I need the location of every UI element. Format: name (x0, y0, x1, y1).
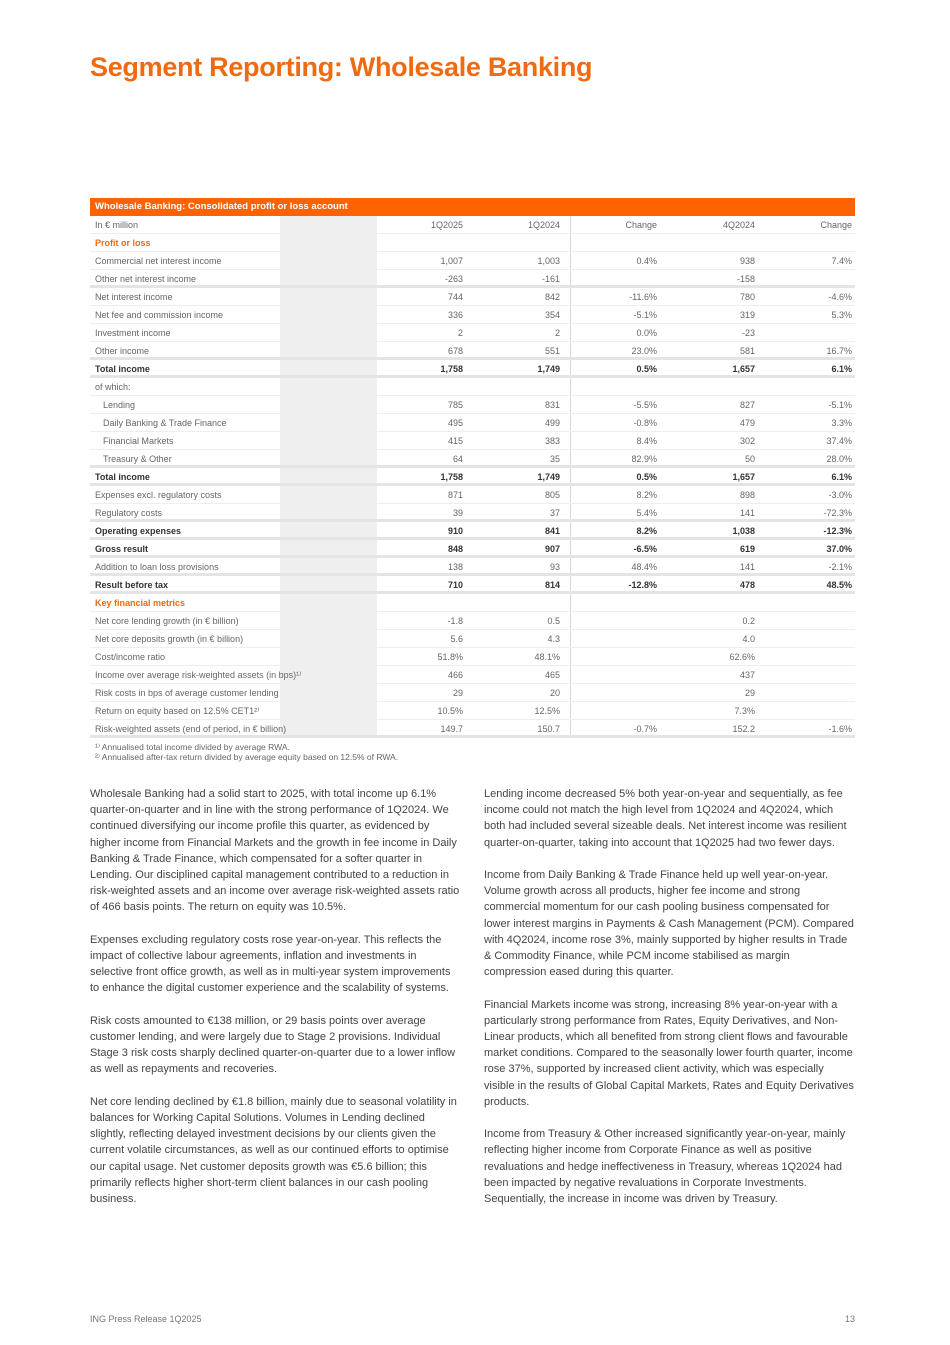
table-row (90, 522, 855, 540)
cell-value: -6.5% (633, 544, 657, 554)
cell-value: 907 (544, 544, 560, 554)
table-row (90, 684, 855, 702)
cell-value: 37 (549, 508, 560, 518)
cell-value: 4.0 (742, 634, 755, 644)
footnote: ¹⁾ Annualised total income divided by average RWA. (95, 742, 290, 752)
cell-value: -0.7% (633, 724, 657, 734)
page-title: Segment Reporting: Wholesale Banking (90, 52, 593, 82)
cell-value: 3.3% (831, 418, 852, 428)
cell-value: 50 (744, 454, 755, 464)
cell-value: 898 (739, 490, 755, 500)
table-row (90, 702, 855, 720)
cell-value: -12.8% (628, 580, 657, 590)
cell-value: 827 (739, 400, 755, 410)
cell-value: 0.0% (636, 328, 657, 338)
cell-value: 302 (739, 436, 755, 446)
cell-value: 0.2 (742, 616, 755, 626)
cell-value: 1,758 (440, 364, 463, 374)
cell-value: 37.4% (826, 436, 852, 446)
cell-value: 141 (739, 508, 755, 518)
cell-value: 319 (739, 310, 755, 320)
cell-value: 710 (447, 580, 463, 590)
cell-value: 495 (447, 418, 463, 428)
cell-value: 48.5% (826, 580, 852, 590)
cell-value: -2.1% (828, 562, 852, 572)
paragraph: Net core lending declined by €1.8 billion, mainly due to seasonal volatility in balances for Working Capital Solutions. Volumes in Lending declined slightly, reflecting delayed investment decisions by our clients given the current volatile circumstances, as well as our continued efforts to optimise our capital usage. Net customer deposits growth was €5.6 billion; this primarily reflects higher short-term client balances in our cash pooling business. (90, 1095, 457, 1206)
row-label: Commercial net interest income (95, 256, 222, 266)
cell-value: 0.4% (636, 256, 657, 266)
section-header-row (90, 594, 855, 612)
cell-value: 0.5% (636, 472, 657, 482)
cell-value: 499 (544, 418, 560, 428)
cell-value: -161 (541, 274, 560, 284)
cell-value: 39 (452, 508, 463, 518)
row-label: Net core deposits growth (in € billion) (95, 634, 244, 644)
row-label: Total income (95, 472, 150, 482)
table-row (90, 270, 855, 288)
row-label: Cost/income ratio (95, 652, 166, 662)
cell-value: 48.1% (534, 652, 560, 662)
table-row (90, 450, 855, 468)
cell-value: 1,038 (732, 526, 755, 536)
row-label: Result before tax (95, 580, 169, 590)
row-label: Treasury & Other (103, 454, 172, 464)
table-row (90, 612, 855, 630)
cell-value: 152.2 (732, 724, 755, 734)
table-row (90, 648, 855, 666)
column-header: 1Q2024 (527, 220, 560, 230)
table-row (90, 720, 855, 738)
table-row (90, 342, 855, 360)
table-row (90, 378, 855, 396)
row-label: Net fee and commission income (95, 310, 224, 320)
table-row (90, 252, 855, 270)
cell-value: 37.0% (826, 544, 852, 554)
cell-value: 479 (739, 418, 755, 428)
cell-value: 141 (739, 562, 755, 572)
table-row (90, 504, 855, 522)
cell-value: 12.5% (534, 706, 560, 716)
table-row (90, 360, 855, 378)
row-label: Expenses excl. regulatory costs (95, 490, 222, 500)
cell-value: 0.5% (636, 364, 657, 374)
cell-value: 805 (544, 490, 560, 500)
column-header: 4Q2024 (722, 220, 755, 230)
cell-value: 842 (544, 292, 560, 302)
table-row (90, 540, 855, 558)
cell-value: 551 (544, 346, 560, 356)
cell-value: 581 (739, 346, 755, 356)
row-label: Lending (103, 400, 136, 410)
paragraph: Income from Daily Banking & Trade Finance held up well year-on-year. Volume growth across all products, higher fee income and strong commercial momentum for our cash pooling business compensated for lower interest margins in Payments & Cash Management (PCM). Compared with 4Q2024, income rose 3%, mainly supported by higher results in Trade & Commodity Finance, while PCM income stabilised as margin compression eased during this quarter. (484, 869, 854, 979)
table-row (90, 486, 855, 504)
cell-value: 780 (739, 292, 755, 302)
cell-value: 4.3 (547, 634, 560, 644)
cell-value: 831 (544, 400, 560, 410)
cell-value: 5.3% (831, 310, 852, 320)
row-label: Other net interest income (95, 274, 197, 284)
body-text-right-column (484, 786, 854, 1223)
cell-value: -5.1% (633, 310, 657, 320)
table-row (90, 432, 855, 450)
body-text-left-column (90, 786, 460, 1223)
cell-value: 619 (739, 544, 755, 554)
cell-value: 35 (549, 454, 560, 464)
page-number: 13 (844, 1314, 855, 1324)
cell-value: -11.6% (629, 292, 657, 302)
row-label: Key financial metrics (95, 598, 186, 608)
cell-value: 29 (452, 688, 463, 698)
table-row (90, 396, 855, 414)
cell-value: 1,007 (440, 256, 463, 266)
cell-value: 8.4% (636, 436, 657, 446)
row-label: Total income (95, 364, 150, 374)
table-caption: Wholesale Banking: Consolidated profit or loss account (90, 198, 855, 216)
row-label: Other income (95, 346, 150, 356)
cell-value: -12.3% (823, 526, 852, 536)
cell-value: 10.5% (437, 706, 463, 716)
cell-value: 478 (739, 580, 755, 590)
cell-value: -23 (741, 328, 755, 338)
row-label: Return on equity based on 12.5% CET1²⁾ (95, 706, 260, 716)
cell-value: 7.4% (831, 256, 852, 266)
cell-value: 62.6% (729, 652, 755, 662)
table-row (90, 666, 855, 684)
cell-value: 1,657 (732, 472, 755, 482)
column-header: Change (820, 220, 852, 230)
cell-value: 1,657 (732, 364, 755, 374)
cell-value: 814 (544, 580, 560, 590)
row-label: Addition to loan loss provisions (95, 562, 219, 572)
row-label: Gross result (95, 544, 149, 554)
section-header-row (90, 234, 855, 252)
table-row (90, 558, 855, 576)
row-label: Financial Markets (103, 436, 174, 446)
cell-value: 149.7 (440, 724, 463, 734)
table-row (90, 630, 855, 648)
cell-value: 64 (452, 454, 463, 464)
row-label: Net core lending growth (in € billion) (95, 616, 239, 626)
column-header: Change (625, 220, 657, 230)
cell-value: 23.0% (631, 346, 657, 356)
cell-value: 465 (544, 670, 560, 680)
row-label: Risk costs in bps of average customer lending (95, 688, 279, 698)
paragraph: Lending income decreased 5% both year-on-year and sequentially, as fee income could not match the high level from 1Q2024 and 4Q2024, which both had included several sizeable deals. Net interest income was resilient quarter-on-quarter, taking into account that 1Q2025 had two fewer days. (484, 788, 847, 849)
cell-value: -4.6% (828, 292, 852, 302)
cell-value: 16.7% (826, 346, 852, 356)
table-body (90, 234, 855, 738)
cell-value: 466 (447, 670, 463, 680)
cell-value: 7.3% (734, 706, 755, 716)
table-row (90, 414, 855, 432)
table-row (90, 306, 855, 324)
cell-value: 5.6 (450, 634, 463, 644)
table-row (90, 288, 855, 306)
cell-value: 678 (447, 346, 463, 356)
cell-value: 354 (544, 310, 560, 320)
paragraph: Financial Markets income was strong, increasing 8% year-on-year with a particularly strong performance from Rates, Equity Derivatives, and Non-Linear products, which all benefited from strong client flows and favourable market conditions. Compared to the seasonally lower fourth quarter, income rose 37%, supported by increased client activity, which was especially visible in the results of Global Capital Markets, Rates and Equity Derivatives products. (484, 998, 854, 1108)
cell-value: 841 (544, 526, 560, 536)
paragraph: Risk costs amounted to €138 million, or 29 basis points over average customer lending, and were largely due to Stage 2 provisions. Individual Stage 3 risk costs sharply declined quarter-on-quarter due to a lower inflow as well as repayments and recoveries. (90, 1014, 456, 1076)
paragraph: Income from Treasury & Other increased significantly year-on-year, mainly reflecting higher income from Corporate Finance as well as positive revaluations and hedge ineffectiveness in Treasury, whereas 1Q2024 had been impacted by negative revaluations in Corporate Investments. Sequentially, the increase in income was driven by Treasury. (484, 1128, 846, 1206)
cell-value: -3.0% (828, 490, 852, 500)
column-header: In € million (95, 220, 139, 230)
column-header: 1Q2025 (430, 220, 463, 230)
cell-value: -72.3% (823, 508, 852, 518)
footer-publication: ING Press Release 1Q2025 (90, 1314, 202, 1324)
cell-value: 871 (447, 490, 463, 500)
cell-value: 336 (447, 310, 463, 320)
cell-value: -158 (736, 274, 755, 284)
cell-value: 910 (447, 526, 463, 536)
cell-value: -1.6% (828, 724, 852, 734)
cell-value: 48.4% (631, 562, 657, 572)
paragraph: Expenses excluding regulatory costs rose year-on-year. This reflects the impact of collective labour agreements, inflation and investments in selective front office growth, as well as in multi-year system improvements to enhance the digital customer experience and the scalability of systems. (90, 933, 451, 995)
table-row (90, 468, 855, 486)
paragraph: Wholesale Banking had a solid start to 2025, with total income up 6.1% quarter-on-quarter and in line with the strong performance of 1Q2024. We continued diversifying our income profile this quarter, as evidenced by higher income from Financial Markets and the growth in fee income in Daily Banking & Trade Finance, which compensated for a softer quarter in Lending. Our disciplined capital management contributed to a reduction in risk-weighted assets and an income over average risk-weighted assets ratio of 466 basis points. The return on equity was 10.5%. (90, 788, 460, 914)
row-label: Income over average risk-weighted assets (in bps)¹⁾ (95, 670, 302, 680)
cell-value: 28.0% (826, 454, 852, 464)
footnote: ²⁾ Annualised after-tax return divided by average equity based on 12.5% of RWA. (95, 752, 399, 762)
cell-value: 1,749 (537, 472, 560, 482)
cell-value: 415 (447, 436, 463, 446)
cell-value: 848 (447, 544, 463, 554)
cell-value: 785 (447, 400, 463, 410)
cell-value: 138 (447, 562, 463, 572)
cell-value: -0.8% (633, 418, 657, 428)
cell-value: 0.5 (547, 616, 560, 626)
row-label: Risk-weighted assets (end of period, in € billion) (95, 724, 287, 734)
row-label: Regulatory costs (95, 508, 163, 518)
profit-loss-table (90, 198, 855, 762)
row-label: of which: (95, 382, 131, 392)
cell-value: 29 (744, 688, 755, 698)
cell-value: 8.2% (636, 490, 657, 500)
cell-value: 6.1% (831, 364, 852, 374)
cell-value: 1,758 (440, 472, 463, 482)
table-row (90, 576, 855, 594)
cell-value: -263 (444, 274, 463, 284)
cell-value: 744 (447, 292, 463, 302)
cell-value: 2 (457, 328, 463, 338)
cell-value: 1,749 (537, 364, 560, 374)
row-label: Investment income (95, 328, 171, 338)
cell-value: 5.4% (636, 508, 657, 518)
cell-value: 20 (549, 688, 560, 698)
table-row (90, 324, 855, 342)
cell-value: 6.1% (831, 472, 852, 482)
cell-value: -5.1% (828, 400, 852, 410)
cell-value: 938 (739, 256, 755, 266)
cell-value: -5.5% (633, 400, 657, 410)
cell-value: 93 (549, 562, 560, 572)
row-label: Operating expenses (95, 526, 182, 536)
cell-value: 150.7 (537, 724, 560, 734)
cell-value: 8.2% (636, 526, 657, 536)
table-header-row (90, 216, 855, 234)
cell-value: 2 (554, 328, 560, 338)
row-label: Profit or loss (95, 238, 151, 248)
row-label: Daily Banking & Trade Finance (103, 418, 227, 428)
cell-value: 82.9% (631, 454, 657, 464)
cell-value: 1,003 (537, 256, 560, 266)
cell-value: 383 (544, 436, 560, 446)
cell-value: 51.8% (437, 652, 463, 662)
cell-value: -1.8 (447, 616, 463, 626)
cell-value: 437 (739, 670, 755, 680)
row-label: Net interest income (95, 292, 173, 302)
